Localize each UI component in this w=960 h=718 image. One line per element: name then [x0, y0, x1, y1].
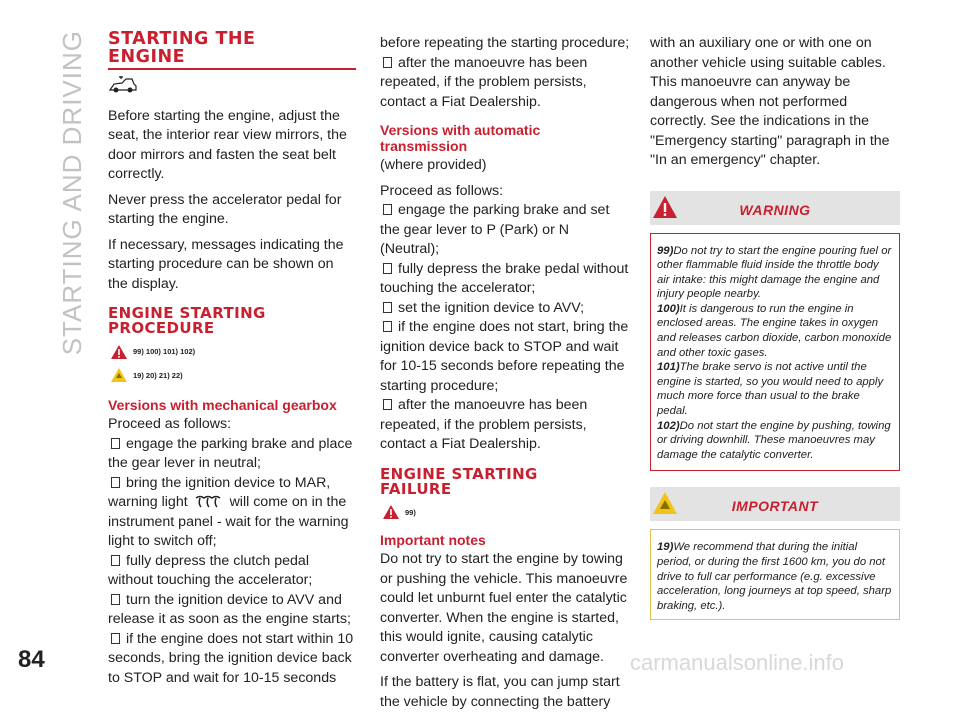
list-item: if the engine does not start within 10 seconds, bring the ignition device back to STOP and wait for 10-15 seconds — [108, 630, 354, 686]
list-item: fully depress the clutch pedal without touching the accelerator; — [108, 552, 313, 588]
warning-header — [650, 191, 900, 225]
checkbox-bullet-icon — [383, 57, 392, 68]
section-title — [108, 30, 356, 70]
section-side-title: STARTING AND DRIVING — [57, 30, 87, 356]
important-label: IMPORTANT — [731, 498, 819, 515]
list-item: fully depress the brake pedal without touching the accelerator; — [380, 260, 629, 296]
list-item: after the manoeuvre has been repeated, if the problem persists, contact a Fiat Dealership. — [380, 54, 588, 110]
checkbox-bullet-icon — [383, 302, 392, 313]
page-number: 84 — [18, 646, 45, 673]
checkbox-bullet-icon — [111, 555, 120, 566]
warning-label: WARNING — [739, 201, 811, 218]
title-line-2: ENGINE — [108, 47, 186, 67]
list-item: engage the parking brake and place the gear lever in neutral; — [108, 435, 353, 471]
list-item: set the ignition device to AVV; — [380, 299, 630, 319]
where-provided: (where provided) — [380, 157, 487, 173]
checkbox-bullet-icon — [383, 204, 392, 215]
failure-warning-ref — [382, 503, 630, 523]
list-item: engage the parking brake and set the gear lever to P (Park) or N (Neutral); — [380, 202, 610, 257]
watermark: carmanualsonline.info — [630, 650, 845, 675]
starter-car-icon — [108, 76, 356, 101]
list-item: if the engine does not start, bring the ignition device back to STOP and wait for 10-15 seconds before repeating the starting procedure; — [380, 319, 629, 394]
failure-heading-line-2: FAILURE — [380, 479, 452, 498]
important-header — [650, 487, 900, 521]
important-ref-list: 19) 20) 21) 22) — [133, 370, 183, 380]
display-note: If necessary, messages indicating the starting procedure can be shown on the display. — [108, 236, 344, 292]
list-item: turn the ignition device to AVV and release it as soon as the engine starts; — [108, 591, 351, 627]
important-notes-heading: Important notes — [380, 532, 486, 548]
failure-heading — [380, 464, 630, 498]
warning-triangle-icon — [382, 504, 400, 520]
proceed-text: Proceed as follows: — [380, 182, 504, 199]
important-box — [650, 529, 900, 620]
warning-item: 102)Do not start the engine by pushing, towing or driving downhill. These manoeuvres may damage the catalytic converter. — [657, 419, 891, 461]
warning-item: 99)Do not try to start the engine pouring fuel or other flammable fluid inside the throttle body air intake: this might damage the engine and injury people nearby. — [657, 244, 892, 301]
procedure-heading-line-1: ENGINE STARTING — [108, 304, 266, 322]
list-item: bring the ignition device to MAR, warning light will come on in the instrument panel - wait for the warning light to switch off; — [108, 474, 349, 549]
mechanical-gearbox-heading: Versions with mechanical gearbox — [108, 397, 337, 413]
important-item: 19)We recommend that during the initial period, or during the first 1600 km, you do not drive to full car performance (e.g. excessive acceleration, long journeys at top speed, sharp braking, etc.). — [657, 541, 892, 612]
checkbox-bullet-icon — [111, 477, 120, 488]
checkbox-bullet-icon — [111, 594, 120, 605]
column-2 — [380, 34, 630, 718]
warning-box — [650, 233, 900, 472]
proceed-text: Proceed as follows: — [108, 416, 232, 432]
continued-text: before repeating the starting procedure; — [380, 35, 630, 51]
failure-heading-line-1: ENGINE STARTING — [380, 464, 538, 483]
failure-ref: 99) — [405, 507, 416, 517]
glow-plug-warning-icon — [192, 495, 226, 509]
automatic-transmission-heading: Versions with automatic transmission — [380, 122, 541, 154]
title-line-1: STARTING THE — [108, 29, 256, 49]
intro-paragraph: Before starting the engine, adjust the seat, the interior rear view mirrors, the door mirrors and fasten the seat belt correctly. — [108, 107, 347, 182]
important-refs — [110, 366, 356, 386]
checkbox-bullet-icon — [111, 438, 120, 449]
auxiliary-battery-text: with an auxiliary one or with one on another vehicle using suitable cables. This manoeuvre can anyway be dangerous when not performed correctly. See the indications in the "Emergency starting" paragraph in the "In an emergency" chapter. — [650, 35, 890, 168]
checkbox-bullet-icon — [111, 633, 120, 644]
checkbox-bullet-icon — [383, 399, 392, 410]
accelerator-note: Never press the accelerator pedal for starting the engine. — [108, 191, 342, 227]
column-1 — [108, 30, 356, 688]
towing-note: Do not try to start the engine by towing or pushing the vehicle. This manoeuvre could let unburnt fuel enter the catalytic converter. When the engine is started, this would ignite, causing catalytic converter overheating and damage. — [380, 551, 628, 665]
list-item: after the manoeuvre has been repeated, if the problem persists, contact a Fiat Dealership. — [380, 397, 588, 452]
caution-triangle-icon — [110, 367, 128, 383]
battery-note: If the battery is flat, you can jump start the vehicle by connecting the battery — [380, 674, 620, 710]
procedure-heading — [108, 306, 356, 336]
warning-triangle-icon — [110, 344, 128, 360]
warning-refs — [110, 342, 356, 362]
checkbox-bullet-icon — [383, 321, 392, 332]
checkbox-bullet-icon — [383, 263, 392, 274]
warning-item: 101)The brake servo is not active until the engine is started, so you would need to apply much more force than usual to the brake pedal. — [657, 361, 884, 418]
column-3 — [650, 34, 900, 620]
warning-item: 100)It is dangerous to run the engine in enclosed areas. The engine takes in oxygen and releases carbon dioxide, carbon monoxide and other toxic gases. — [657, 302, 892, 359]
warning-ref-list: 99) 100) 101) 102) — [133, 347, 196, 356]
procedure-heading-line-2: PROCEDURE — [108, 319, 215, 337]
